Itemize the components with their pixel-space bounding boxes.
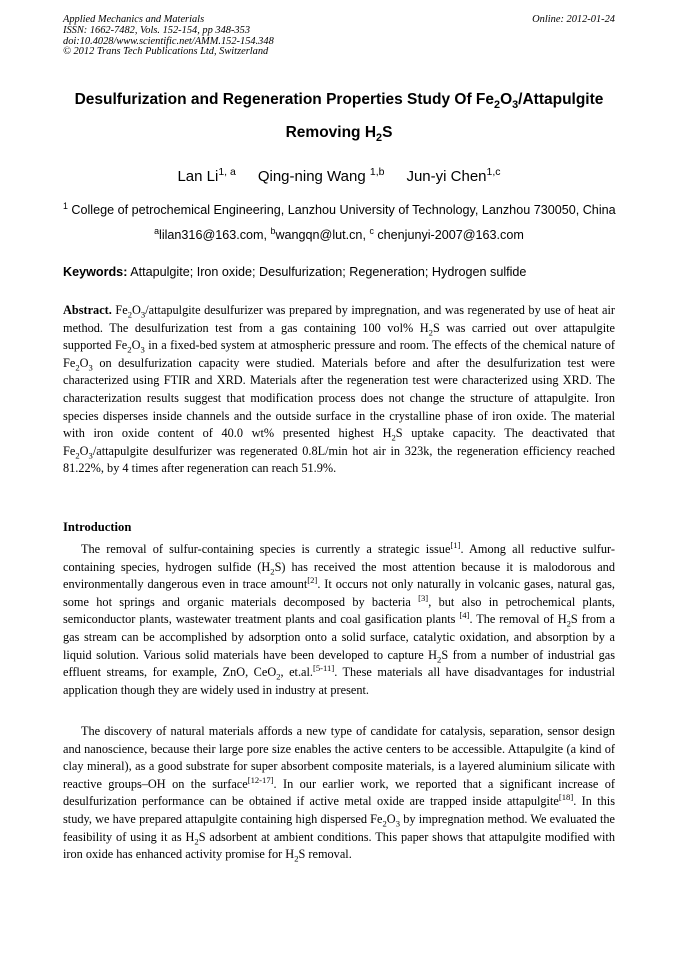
text-run: S uptake capacity. The deactivated that Fe bbox=[63, 426, 615, 458]
intro-paragraph-2 bbox=[63, 723, 615, 864]
text-run: S from a number of industrial gas effluent streams, for example, ZnO, CeO bbox=[63, 647, 615, 680]
subscript: 3 bbox=[395, 818, 400, 829]
citation-ref: [18] bbox=[558, 792, 574, 803]
text-run: S adsorbent at ambient conditions. This paper shows that attapulgite modified with iron oxide has enhanced activity promise for H bbox=[63, 829, 615, 862]
intro-paragraph-1 bbox=[63, 541, 615, 699]
subscript: 2 bbox=[428, 327, 433, 338]
text-run: S) has received the most attention because it is malodorous and environmentally dangerous even in trace amount bbox=[63, 559, 615, 592]
keywords-label: Keywords: bbox=[63, 265, 128, 279]
text-run: The discovery of natural materials affords a new type of candidate for catalysis, separation, sensor design and nanoscience, because their large pore size enables the active centers to be accessible. Attapulgite (a kind of clay mineral), as a good substrate for super absorbent composite materials, is a layered aluminium silicate with reactive groups–OH on the surface bbox=[63, 724, 615, 791]
subscript: 3 bbox=[88, 362, 93, 373]
paper-title-line-1: Desulfurization and Regeneration Properties Study Of $Fe_2O_3$/Attapulgite bbox=[74, 91, 604, 112]
author-name: Jun-yi Chen bbox=[406, 168, 487, 185]
abstract bbox=[63, 302, 615, 478]
subscript: 2 bbox=[270, 566, 275, 577]
text-run: The removal of sulfur-containing species is currently a strategic issue bbox=[81, 542, 451, 556]
text-run: /attapulgite desulfurizer was prepared by impregnation, and was regenerated by use of heat air method. The desulfurization test from a gas containing 100 vol% H bbox=[63, 303, 615, 335]
text-run: O bbox=[79, 443, 89, 458]
journal-doi: doi:10.4028/www.scientific.net/AMM.152-154.348 bbox=[63, 35, 274, 47]
journal-header bbox=[63, 15, 615, 58]
author-list bbox=[0, 168, 678, 185]
author-name: Qing-ning Wang bbox=[257, 168, 370, 185]
text-run: O bbox=[132, 303, 141, 317]
journal-copyright: © 2012 Trans Tech Publications Ltd, Switzerland bbox=[63, 46, 269, 58]
affiliation: $^1$ College of petrochemical Engineering, Lanzhou University of Technology, Lanzhou 730050, China bbox=[63, 200, 616, 217]
journal-name: Applied Mechanics and Materials bbox=[63, 14, 205, 25]
subscript: 2 bbox=[127, 309, 132, 320]
text-run: O bbox=[131, 338, 141, 353]
text-run: . It occurs not only naturally in volcanic gases, natural gas, some hot springs and organic materials decomposed by bacteria bbox=[63, 577, 615, 609]
subscript: 2 bbox=[437, 654, 442, 665]
subscript: 2 bbox=[566, 618, 571, 629]
text-run: O bbox=[386, 811, 396, 826]
subscript: 3 bbox=[140, 309, 146, 320]
subscript: 2 bbox=[127, 344, 132, 355]
text-run: O bbox=[79, 355, 89, 370]
subscript: 2 bbox=[391, 432, 396, 443]
text-run: S was carried out over attapulgite supported Fe bbox=[63, 320, 615, 353]
author-affil-mark: 1,b bbox=[369, 166, 385, 178]
citation-ref: [2] bbox=[307, 575, 318, 586]
author-name: Lan Li bbox=[177, 168, 219, 185]
abstract-text bbox=[63, 303, 615, 475]
subscript: 2 bbox=[382, 818, 387, 829]
citation-ref: [4] bbox=[459, 610, 470, 621]
subscript: 2 bbox=[294, 853, 299, 864]
section-heading-introduction: Introduction bbox=[63, 520, 132, 534]
author-affil-mark: 1,c bbox=[486, 166, 501, 178]
author-affil-mark: 1, a bbox=[218, 166, 236, 178]
text-run: . These materials all have disadvantages for industrial application though they are widely used in industry at present. bbox=[63, 665, 616, 697]
text-run: . In this study, we have prepared attapulgite containing high dispersed Fe bbox=[63, 794, 616, 826]
citation-ref: [12-17] bbox=[247, 774, 274, 785]
text-run: S from a gas stream can be accomplished by adsorption onto a solid surface, catalytic oxidation, and absorption by a liquid solution. Various solid materials have been developed to capture H bbox=[63, 612, 615, 662]
email-link[interactable]: chenjunyi-2007@163.com bbox=[373, 228, 524, 242]
subscript: 2 bbox=[194, 836, 199, 847]
text-run: , but also in petrochemical plants, semiconductor plants, wastewater treatment plants and coal gasification plants bbox=[63, 594, 615, 627]
keywords-text: Attapulgite; Iron oxide; Desulfurization; Regeneration; Hydrogen sulfide bbox=[127, 265, 527, 279]
citation-ref: [3] bbox=[418, 592, 429, 603]
journal-issn: ISSN: 1662-7482, Vols. 152-154, pp 348-353 bbox=[63, 24, 251, 36]
text-run: /attapulgite desulfurizer was regenerated 0.8L/min hot air in 323k, the regeneration efficiency reached 81.22%, by 4 times after regeneration can reach 51.9%. bbox=[63, 443, 615, 476]
online-date: Online: 2012-01-24 bbox=[532, 14, 615, 25]
email-link[interactable]: lilan316@163.com, bbox=[159, 228, 271, 242]
paper-title-line-2: Removing $H_2S$ bbox=[285, 124, 393, 145]
subscript: 3 bbox=[140, 344, 145, 355]
text-run: in a fixed-bed system at atmospheric pressure and room. The effects of the chemical nature of Fe bbox=[63, 338, 615, 370]
text-run: . Among all reductive sulfur-containing species, hydrogen sulfide (H bbox=[63, 542, 615, 574]
text-run: on desulfurization capacity were studied. Materials before and after the desulfurization test were characterized using FTIR and XRD. Materials after the regeneration test were characterized using XRD. The characterization results suggest that modification process does not change the structure of attapulgite. Iron species disperses inside channels and the outside surface in the crystalline phase of iron oxide. The material with iron oxide content of 40.0 wt% presented highest H bbox=[63, 355, 615, 441]
text-run: Fe bbox=[111, 303, 128, 317]
subscript: 3 bbox=[88, 450, 93, 461]
text-run: . The removal of H bbox=[469, 612, 567, 627]
email-link[interactable]: wangqn@lut.cn, bbox=[275, 228, 370, 242]
author-emails: $^a$lilan316@163.com, $^b$wangqn@lut.cn, $^c$ chenjunyi-2007@163.com bbox=[154, 225, 524, 242]
text-run: S removal. bbox=[298, 847, 352, 862]
abstract-label: Abstract. bbox=[63, 303, 112, 317]
subscript: 2 bbox=[276, 671, 281, 682]
citation-ref: [5-11] bbox=[312, 663, 335, 674]
subscript: 2 bbox=[75, 450, 80, 461]
keywords bbox=[63, 265, 615, 279]
text-run: . In our earlier work, we reported that a significant increase of desulfurization performance can be obtained if active metal oxide are trapped inside attapulgite bbox=[63, 776, 615, 809]
citation-ref: [1] bbox=[450, 539, 461, 550]
text-run: , et.al. bbox=[280, 665, 313, 680]
subscript: 2 bbox=[75, 362, 80, 373]
text-run: by impregnation method. We evaluated the feasibility of using it as H bbox=[63, 811, 615, 844]
